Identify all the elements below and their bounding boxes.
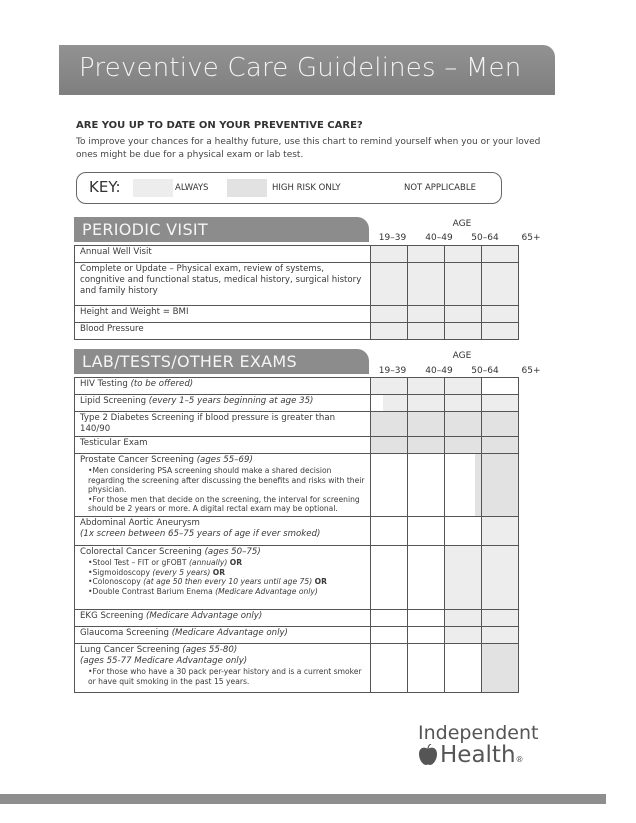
row-label: Colorectal Cancer Screening (ages 50–75) • Stool Test – FIT or gFOBT (annually) OR • Sigmoidoscopy (every 5 years) OR • Colonoscopy (at age 50 then every 10 years until age 75) OR • Double Contrast Barium Enema (Medicare Advantage only): [75, 546, 371, 610]
age-cell: [445, 610, 482, 627]
cell-always: [371, 263, 408, 306]
cell-always: [408, 306, 445, 323]
table-row: [75, 610, 519, 627]
age-col-19-39: 19–39: [378, 233, 407, 243]
age-cell: [445, 412, 482, 437]
key-swatch-high-risk: [227, 179, 267, 197]
cell-always: [408, 246, 445, 263]
periodic-visit-table: [74, 245, 519, 340]
table-row: [75, 395, 519, 412]
row-label: HIV Testing (to be offered): [75, 378, 371, 395]
age-cell: [445, 517, 482, 546]
key-high-risk-label: HIGH RISK ONLY: [272, 183, 341, 193]
age-cell: [482, 412, 519, 437]
age-cell: [371, 546, 408, 610]
age-cell: [408, 644, 445, 693]
age-cell: [482, 395, 519, 412]
age-cell: [482, 454, 519, 517]
age-cell: [371, 627, 408, 644]
age-cell: [482, 610, 519, 627]
cell-always: [445, 306, 482, 323]
apple-icon: [418, 744, 438, 766]
footer-bar: [0, 794, 606, 804]
cell-always: [371, 323, 408, 340]
key-not-applicable-label: NOT APPLICABLE: [404, 183, 476, 193]
key-always-label: ALWAYS: [175, 183, 209, 193]
age-cell: [371, 412, 408, 437]
table-row: [75, 412, 519, 437]
row-label: Lipid Screening (every 1–5 years beginning at age 35): [75, 395, 371, 412]
age-cell: [445, 644, 482, 693]
lab-tests-table: [74, 377, 519, 693]
table-row: [75, 546, 519, 610]
age-label: AGE: [452, 351, 472, 361]
age-cell: [408, 437, 445, 454]
independent-health-logo: Independent Health®: [418, 722, 539, 768]
age-cell: [445, 627, 482, 644]
age-label: AGE: [452, 219, 472, 229]
row-label: Lung Cancer Screening (ages 55-80) (ages 55-77 Medicare Advantage only) • For those who have a 30 pack per-year history and is a current smoker or have quit smoking in the past 15 years.: [75, 644, 371, 693]
age-cell: [408, 395, 445, 412]
table-row: [75, 644, 519, 693]
page-title: Preventive Care Guidelines – Men: [79, 53, 522, 83]
cell-always: [482, 246, 519, 263]
age-cell: [482, 378, 519, 395]
age-cell: [371, 610, 408, 627]
age-cell: [371, 454, 408, 517]
age-cell: [482, 627, 519, 644]
age-cell: [482, 437, 519, 454]
cell-always: [445, 246, 482, 263]
age-cell: [482, 517, 519, 546]
age-cell: [445, 437, 482, 454]
periodic-visit-header: [74, 217, 369, 242]
age-cell: [408, 412, 445, 437]
table-row: [75, 263, 519, 306]
age-col-65plus: 65+: [521, 233, 541, 243]
section-title: PERIODIC VISIT: [82, 220, 208, 239]
age-col-19-39: 19–39: [378, 366, 407, 376]
row-label: Complete or Update – Physical exam, review of systems, congnitive and functional status, medical history, surgical history and family history: [75, 263, 371, 306]
row-label: Annual Well Visit: [75, 246, 371, 263]
row-label: Type 2 Diabetes Screening if blood pressure is greater than 140/90: [75, 412, 371, 437]
cell-always: [408, 323, 445, 340]
logo-line2: Health: [440, 742, 516, 768]
age-col-65plus: 65+: [521, 366, 541, 376]
table-row: [75, 437, 519, 454]
cell-always: [482, 306, 519, 323]
cell-always: [408, 263, 445, 306]
age-cell: [408, 610, 445, 627]
age-cell: [408, 546, 445, 610]
age-col-40-49: 40–49: [425, 366, 453, 376]
logo-line1: Independent: [418, 722, 539, 744]
age-cell: [445, 546, 482, 610]
table-row: [75, 306, 519, 323]
row-label: Testicular Exam: [75, 437, 371, 454]
table-row: [75, 246, 519, 263]
title-banner: [59, 45, 555, 95]
age-col-50-64: 50–64: [471, 233, 499, 243]
section-title: LAB/TESTS/OTHER EXAMS: [82, 352, 297, 371]
age-cell: [371, 378, 408, 395]
age-cell: [408, 627, 445, 644]
intro-body: To improve your chances for a healthy future, use this chart to remind yourself when you or your loved ones might be due for a physical exam or lab test.: [76, 137, 541, 160]
cell-always: [482, 263, 519, 306]
age-cell: [408, 517, 445, 546]
age-cell: [482, 644, 519, 693]
cell-always: [371, 306, 408, 323]
row-label: Abdominal Aortic Aneurysm (1x screen between 65–75 years of age if ever smoked): [75, 517, 371, 546]
age-cell: [371, 517, 408, 546]
age-cell: [445, 395, 482, 412]
age-cell: [371, 644, 408, 693]
age-cell: [371, 395, 408, 412]
key-swatch-always: [133, 179, 173, 197]
cell-always: [445, 263, 482, 306]
cell-always: [371, 246, 408, 263]
intro-heading: ARE YOU UP TO DATE ON YOUR PREVENTIVE CARE?: [76, 120, 363, 131]
lab-tests-header: [74, 349, 369, 374]
age-cell: [371, 437, 408, 454]
table-row: [75, 517, 519, 546]
table-row: [75, 323, 519, 340]
age-cell: [445, 454, 482, 517]
table-row: [75, 454, 519, 517]
age-cell: [408, 454, 445, 517]
age-cell: [445, 378, 482, 395]
table-row: [75, 627, 519, 644]
cell-always: [445, 323, 482, 340]
row-label: EKG Screening (Medicare Advantage only): [75, 610, 371, 627]
age-cell: [408, 378, 445, 395]
row-label: Blood Pressure: [75, 323, 371, 340]
legend-key: [76, 172, 502, 204]
row-label: Glaucoma Screening (Medicare Advantage only): [75, 627, 371, 644]
age-col-40-49: 40–49: [425, 233, 453, 243]
cell-always: [482, 323, 519, 340]
table-row: [75, 378, 519, 395]
row-label: Height and Weight = BMI: [75, 306, 371, 323]
row-label: Prostate Cancer Screening (ages 55–69) • Men considering PSA screening should make a shared decision regarding the screening after discussing the benefits and risks with their physician. • For those men that decide on the screening, the interval for screening should be 2 years or more. A digital rectal exam may be optional.: [75, 454, 371, 517]
key-label: KEY:: [89, 178, 121, 196]
age-col-50-64: 50–64: [471, 366, 499, 376]
age-cell: [482, 546, 519, 610]
